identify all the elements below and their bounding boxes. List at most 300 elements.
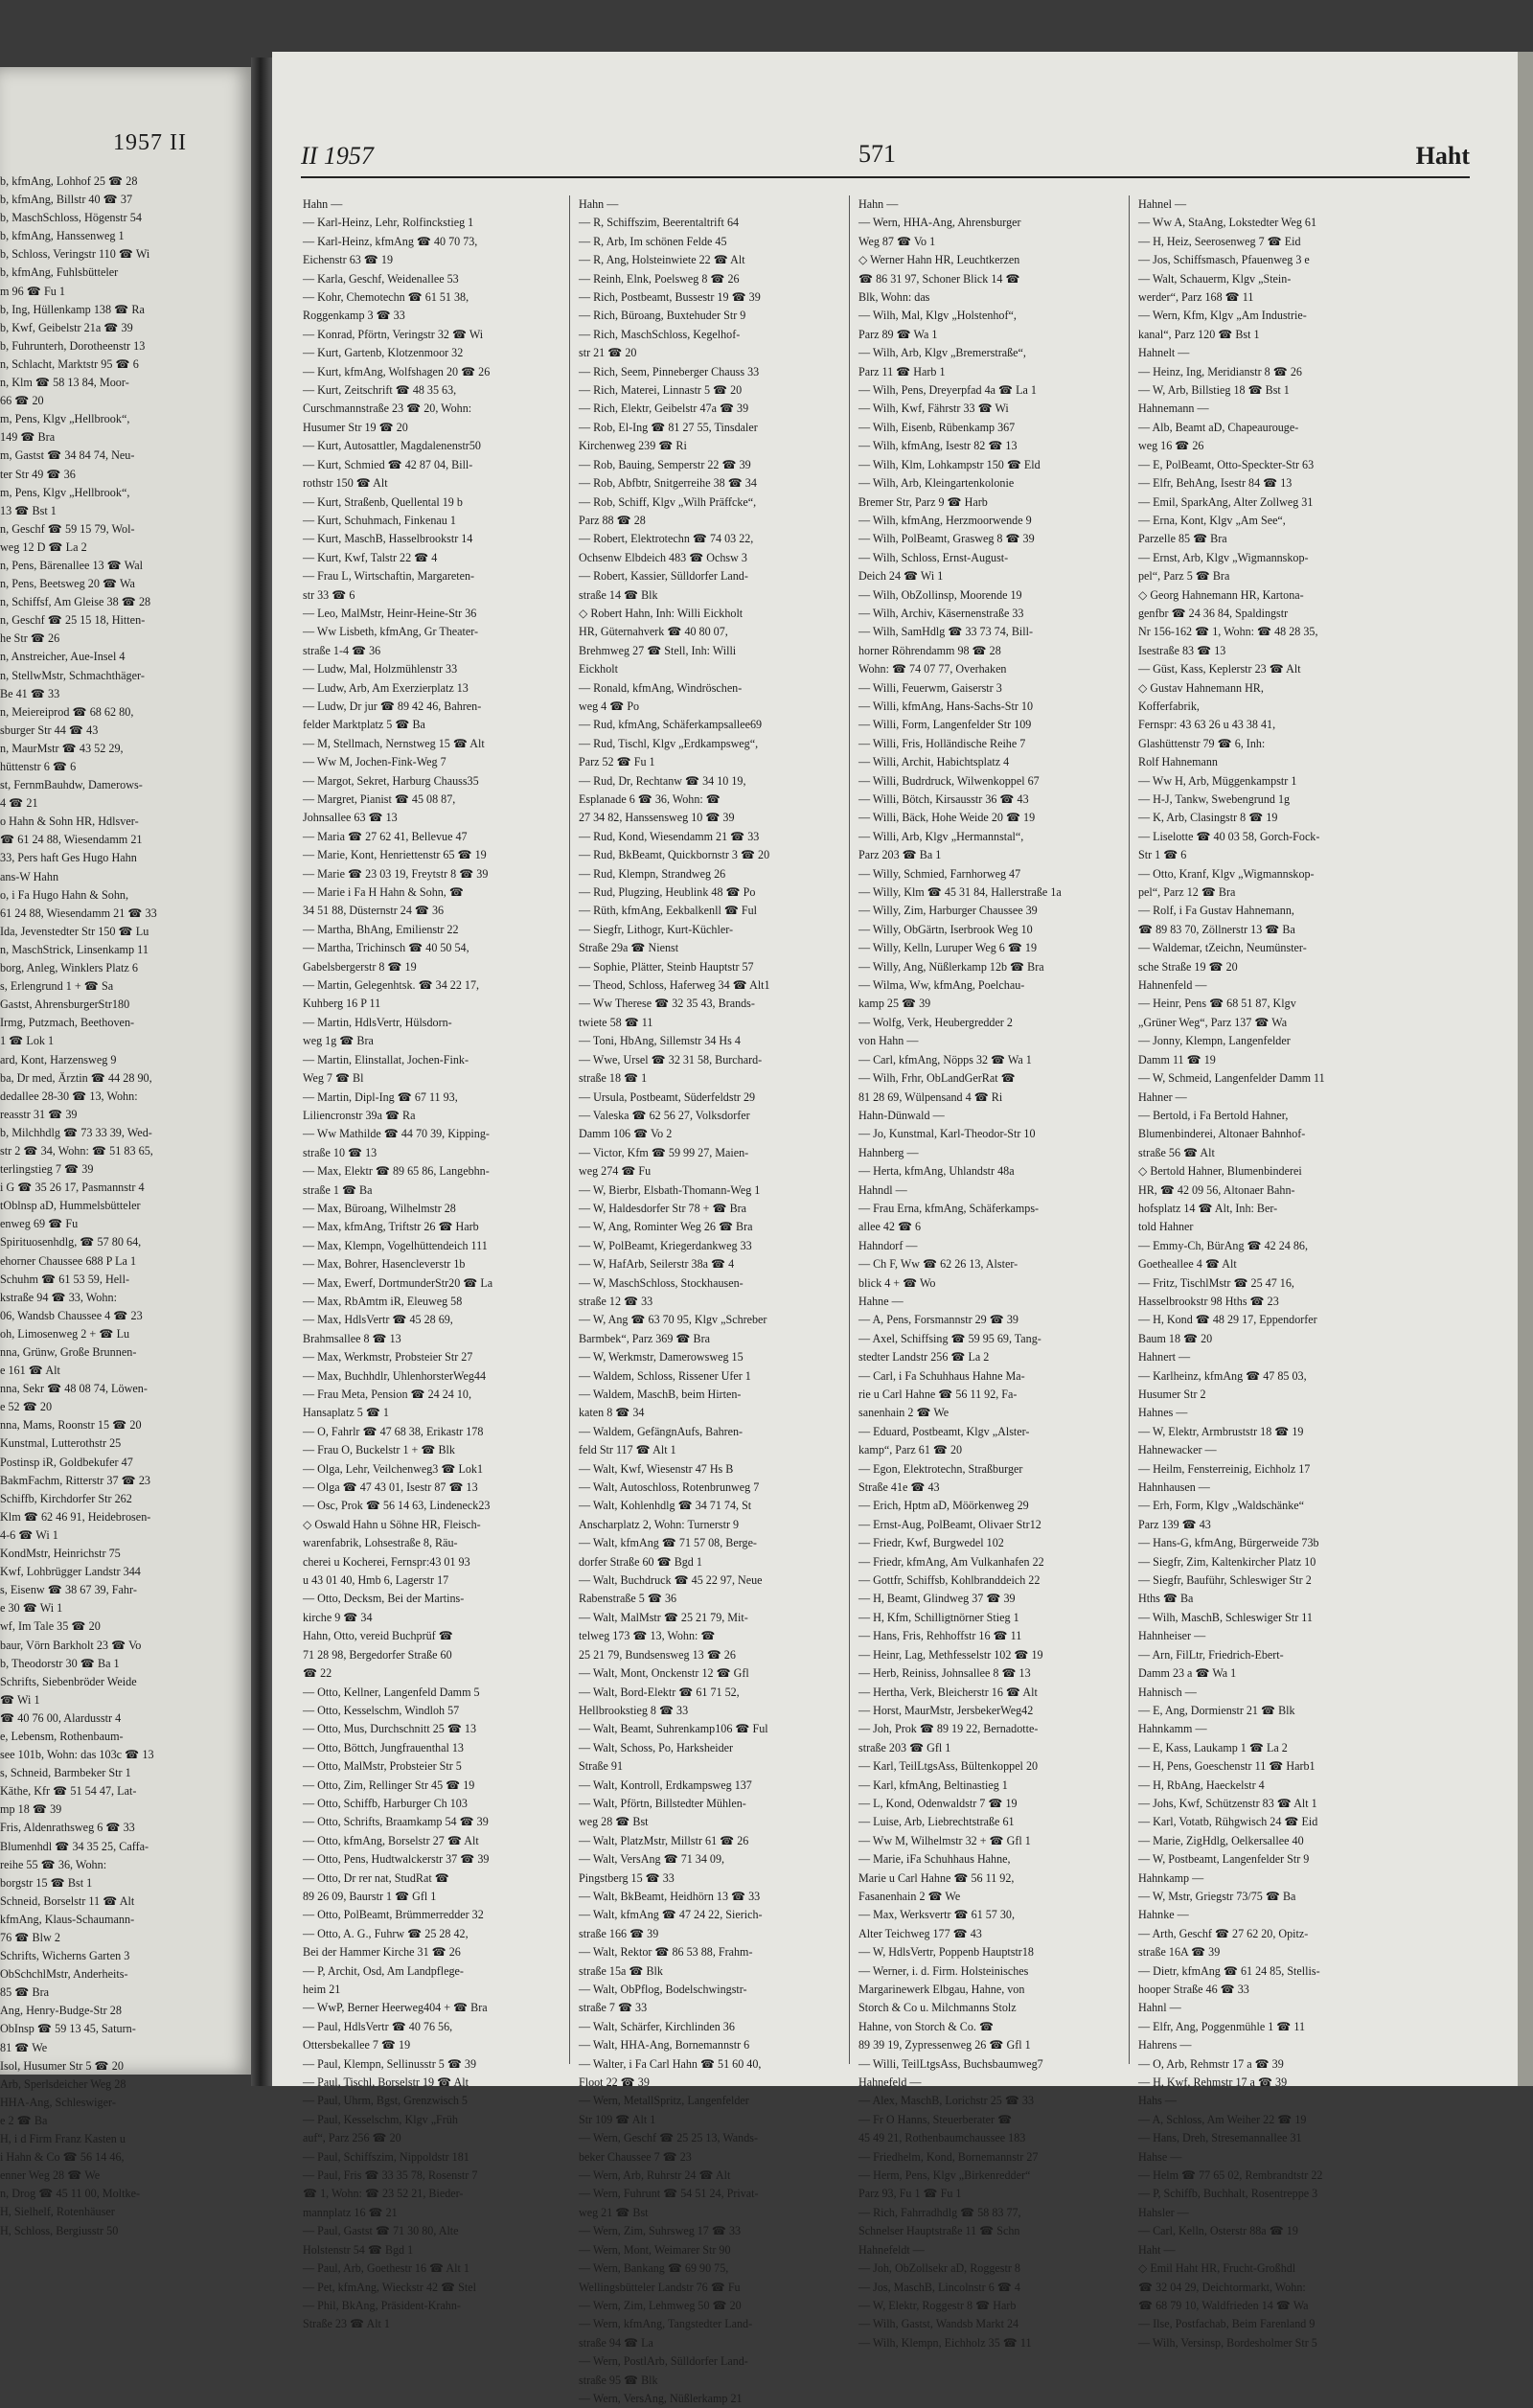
directory-entry-line: pel“, Parz 12 ☎ Bra <box>1138 885 1236 900</box>
directory-entry-line: — Liselotte ☎ 40 03 58, Gorch-Fock- <box>1138 829 1320 843</box>
directory-entry-line: — Luise, Arb, Liebrechtstraße 61 <box>858 1815 1015 1829</box>
directory-entry-line: kirche 9 ☎ 34 <box>303 1610 373 1624</box>
left-page-header: 1957 II <box>113 130 187 155</box>
directory-entry-line: — Wilh, Klm, Lohkampstr 150 ☎ Eld <box>858 457 1041 471</box>
directory-entry-line: — Rich, Fahrradhdlg ☎ 58 83 77, <box>858 2205 1021 2219</box>
directory-entry-line: Hahnelt — <box>1138 346 1190 360</box>
directory-entry-line: — Max, Elektr ☎ 89 65 86, Langebhn- <box>303 1164 490 1179</box>
directory-entry-line: 61 24 88, Wiesendamm 21 ☎ 33 <box>0 906 157 920</box>
directory-entry-line: Haht — <box>1138 2242 1176 2257</box>
directory-entry-line: straße 15a ☎ Blk <box>579 1963 663 1978</box>
directory-entry-line: — Wilh, Versinsp, Bordesholmer Str 5 <box>1138 2335 1317 2350</box>
directory-entry-line: — Phil, BkAng, Präsident-Krahn- <box>303 2298 461 2312</box>
directory-entry-line: Floot 22 ☎ 39 <box>579 2075 650 2090</box>
directory-entry-line: Hahnewacker — <box>1138 1443 1217 1457</box>
directory-entry-line: b, kfmAng, Billstr 40 ☎ 37 <box>0 193 133 207</box>
directory-entry-line: Hahnisch — <box>1138 1685 1197 1699</box>
directory-entry-line: — Kurt, MaschB, Hasselbrookstr 14 <box>303 532 473 546</box>
directory-entry-line: Fris, Aldenrathsweg 6 ☎ 33 <box>0 1821 135 1835</box>
directory-entry-line: — Walt, HHA-Ang, Bornemannstr 6 <box>579 2038 750 2053</box>
directory-entry-line: — Otto, Kesselschm, Windloh 57 <box>303 1703 460 1717</box>
directory-entry-line: — WwP, Berner Heerweg404 + ☎ Bra <box>303 2001 488 2015</box>
directory-entry-line: Hahndorf — <box>858 1238 918 1252</box>
directory-entry-line: — Fr O Hanns, Steuerberater ☎ <box>858 2112 1013 2126</box>
directory-entry-line: — Olga ☎ 47 43 01, Isestr 87 ☎ 13 <box>303 1480 478 1495</box>
directory-entry-line: — Rich, Postbeamt, Bussestr 19 ☎ 39 <box>579 290 761 305</box>
directory-entry-line: — Marie, iFa Schuhhaus Hahne, <box>858 1852 1011 1867</box>
directory-entry-line: — Walt, Rektor ☎ 86 53 88, Frahm- <box>579 1945 753 1960</box>
directory-entry-line: straße 14 ☎ Blk <box>579 587 658 602</box>
directory-entry-line: ehorner Chaussee 688 P La 1 <box>0 1253 137 1268</box>
directory-entry-line: Pingstberg 15 ☎ 33 <box>579 1870 675 1885</box>
directory-entry-line: — Walt, Autoschloss, Rotenbrunweg 7 <box>579 1480 760 1495</box>
directory-entry-line: — Rich, Elektr, Geibelstr 47a ☎ 39 <box>579 401 749 416</box>
directory-entry-line: — Walt, Buchdruck ☎ 45 22 97, Neue <box>579 1573 763 1588</box>
directory-entry-line: — Wilh, SamHdlg ☎ 33 73 74, Bill- <box>858 625 1033 639</box>
directory-entry-line: — O, Fahrlr ☎ 47 68 38, Erikastr 178 <box>303 1424 484 1438</box>
directory-entry-line: str 21 ☎ 20 <box>579 346 637 360</box>
directory-entry-line: 06, Wandsb Chaussee 4 ☎ 23 <box>0 1308 143 1322</box>
directory-entry-line: Storch & Co u. Milchmanns Stolz <box>858 2001 1017 2015</box>
directory-entry-line: — Wern, Fuhrunt ☎ 54 51 24, Privat- <box>579 2187 759 2201</box>
directory-entry-line: Hahse — <box>1138 2149 1182 2164</box>
directory-entry-line: Weg 7 ☎ Bl <box>303 1071 364 1086</box>
directory-entry-line: Weg 87 ☎ Vo 1 <box>858 234 936 248</box>
directory-entry-line: — Karl, TeilLtgsAss, Bültenkoppel 20 <box>858 1759 1039 1774</box>
directory-entry-line: Hahne — <box>858 1294 904 1308</box>
directory-entry-line: sburger Str 44 ☎ 43 <box>0 722 99 737</box>
directory-entry-line: — Herta, kfmAng, Uhlandstr 48a <box>858 1164 1015 1179</box>
directory-entry-line: Hahn, Otto, vereid Buchprüf ☎ <box>303 1629 453 1643</box>
directory-entry-line: — Joh, ObZollsekr aD, Roggestr 8 <box>858 2261 1020 2276</box>
directory-entry-line: — Valeska ☎ 62 56 27, Volksdorfer <box>579 1108 750 1122</box>
directory-entry-line: — Gottfr, Schiffsb, Kohlbranddeich 22 <box>858 1573 1041 1588</box>
directory-entry-line: Ida, Jevenstedter Str 150 ☎ Lu <box>0 924 149 938</box>
directory-entry-line: Hansaplatz 5 ☎ 1 <box>303 1406 389 1420</box>
directory-entry-line: mp 18 ☎ 39 <box>0 1802 62 1817</box>
directory-entry-line: straße 56 ☎ Alt <box>1138 1145 1215 1159</box>
directory-entry-line: ☎ 1, Wohn: ☎ 23 52 21, Bieder- <box>303 2187 464 2201</box>
directory-entry-line: — W, HafArb, Seilerstr 38a ☎ 4 <box>579 1257 735 1272</box>
directory-entry-line: e 52 ☎ 20 <box>0 1400 53 1414</box>
directory-entry-line: — Max, kfmAng, Triftstr 26 ☎ Harb <box>303 1220 479 1234</box>
directory-entry-line: — Wilma, Ww, kfmAng, Poelchau- <box>858 978 1025 993</box>
directory-entry-line: — Pet, kfmAng, Wieckstr 42 ☎ Stel <box>303 2280 476 2294</box>
directory-entry-line: Schuhm ☎ 61 53 59, Hell- <box>0 1272 130 1286</box>
directory-column-4 <box>1138 195 1399 2350</box>
directory-entry-line: Parz 11 ☎ Harb 1 <box>858 364 946 378</box>
directory-entry-line: 149 ☎ Bra <box>0 430 56 445</box>
directory-entry-line: — Karlheinz, kfmAng ☎ 47 85 03, <box>1138 1368 1307 1383</box>
directory-entry-line: — Willy, ObGärtn, Iserbrook Weg 10 <box>858 922 1033 936</box>
left-page <box>0 67 251 2237</box>
directory-entry-line: n, Pens, Bärenallee 13 ☎ Wal <box>0 558 144 572</box>
directory-entry-line: — Robert, Kassier, Sülldorfer Land- <box>579 569 748 584</box>
directory-entry-line: — Erh, Form, Klgv „Waldschänke“ <box>1138 1499 1304 1513</box>
directory-entry-line: — Siegfr, Lithogr, Kurt-Küchler- <box>579 922 734 936</box>
directory-entry-line: straße 94 ☎ La <box>579 2335 653 2350</box>
directory-entry-line: — Margret, Pianist ☎ 45 08 87, <box>303 792 456 806</box>
directory-entry-line: b, kfmAng, Fuhlsbütteler <box>0 265 119 280</box>
directory-entry-line: — Kurt, kfmAng, Wolfshagen 20 ☎ 26 <box>303 364 491 378</box>
directory-entry-line: — Wern, Kfm, Klgv „Am Industrie- <box>1138 309 1307 323</box>
directory-entry-line: Liliencronstr 39a ☎ Ra <box>303 1108 416 1122</box>
directory-entry-line: Parz 88 ☎ 28 <box>579 513 646 527</box>
directory-entry-line: Deich 24 ☎ Wi 1 <box>858 569 944 584</box>
directory-entry-line: b, kfmAng, Hanssenweg 1 <box>0 229 125 243</box>
directory-entry-line: Hahn — <box>579 197 619 211</box>
directory-entry-line: Damm 23 a ☎ Wa 1 <box>1138 1666 1237 1681</box>
directory-entry-line: — Wilh, Gastst, Wandsb Markt 24 <box>858 2317 1019 2331</box>
directory-entry-line: — Karl, Votatb, Rühgwisch 24 ☎ Eid <box>1138 1815 1318 1829</box>
directory-entry-line: b, Kwf, Geibelstr 21a ☎ 39 <box>0 320 133 334</box>
directory-entry-line: — Sophie, Plätter, Steinb Hauptstr 57 <box>579 959 754 974</box>
directory-entry-line: ard, Kont, Harzensweg 9 <box>0 1052 117 1066</box>
directory-entry-line: 66 ☎ 20 <box>0 394 44 408</box>
directory-entry-line: — Paul, Tischl, Borselstr 19 ☎ Alt <box>303 2075 469 2090</box>
directory-entry-line: Hahnhausen — <box>1138 1480 1210 1495</box>
directory-entry-line: — Karla, Geschf, Weidenallee 53 <box>303 271 459 286</box>
directory-entry-line: — Karl, kfmAng, Beltinastieg 1 <box>858 1777 1008 1792</box>
directory-entry-line: — Axel, Schiffsing ☎ 59 95 69, Tang- <box>858 1331 1041 1345</box>
directory-entry-line: — Ww Therese ☎ 32 35 43, Brands- <box>579 997 755 1011</box>
directory-entry-line: Hahs — <box>1138 2094 1177 2108</box>
directory-entry-line: — Osc, Prok ☎ 56 14 63, Lindeneck23 <box>303 1499 491 1513</box>
directory-entry-line: Schnelser Hauptstraße 11 ☎ Schn <box>858 2224 1020 2238</box>
directory-entry-line: beker Chaussee 7 ☎ 23 <box>579 2149 692 2164</box>
directory-entry-line: Baum 18 ☎ 20 <box>1138 1331 1213 1345</box>
directory-entry-line: — Heinr, Lag, Methfesselstr 102 ☎ 19 <box>858 1647 1043 1662</box>
directory-entry-line: Str 109 ☎ Alt 1 <box>579 2112 656 2126</box>
directory-entry-line: — Hans, Fris, Rehhoffstr 16 ☎ 11 <box>858 1629 1022 1643</box>
directory-entry-line: 4-6 ☎ Wi 1 <box>0 1527 58 1542</box>
directory-entry-line: tOblnsp aD, Hummelsbütteler <box>0 1199 141 1213</box>
directory-entry-line: H, Sielhelf, Rotenhäuser <box>0 2205 115 2219</box>
right-page <box>272 52 1533 2405</box>
directory-entry-line: — Marie ☎ 23 03 19, Freytstr 8 ☎ 39 <box>303 866 489 881</box>
directory-entry-line: Glashüttenstr 79 ☎ 6, Inh: <box>1138 736 1266 750</box>
directory-entry-line: — W, Ang ☎ 63 70 95, Klgv „Schreber <box>579 1313 767 1327</box>
directory-entry-line: — Frau O, Buckelstr 1 + ☎ Blk <box>303 1443 455 1457</box>
directory-entry-line: weg 274 ☎ Fu <box>579 1164 652 1179</box>
directory-entry-line: Straße 41e ☎ 43 <box>858 1480 940 1495</box>
directory-entry-line: — Walt, kfmAng ☎ 71 57 08, Berge- <box>579 1536 757 1550</box>
directory-entry-line: Ochsenw Elbdeich 483 ☎ Ochsw 3 <box>579 550 747 564</box>
directory-entry-line: — Werner, i. d. Firm. Holsteinisches <box>858 1963 1029 1978</box>
directory-entry-line: — Ww M, Jochen-Fink-Weg 7 <box>303 755 446 769</box>
directory-entry-line: — Willi, Arb, Klgv „Hermannstal“, <box>858 829 1024 843</box>
directory-entry-line: m, Gastst ☎ 34 84 74, Neu- <box>0 448 135 463</box>
directory-entry-line: — W, MaschSchloss, Stockhausen- <box>579 1275 744 1290</box>
directory-entry-line: Nr 156-162 ☎ 1, Wohn: ☎ 48 28 35, <box>1138 625 1318 639</box>
directory-entry-line: Hahne, von Storch & Co. ☎ <box>858 2019 995 2033</box>
directory-entry-line: weg 21 ☎ Bst <box>579 2205 649 2219</box>
directory-entry-line: Roggenkamp 3 ☎ 33 <box>303 309 405 323</box>
directory-entry-line: n, Klm ☎ 58 13 84, Moor- <box>0 376 129 390</box>
directory-entry-line: — H, Pens, Goeschenstr 11 ☎ Harb1 <box>1138 1759 1316 1774</box>
directory-entry-line: — Otto, PolBeamt, Brümmerredder 32 <box>303 1908 484 1922</box>
directory-entry-line: H, Schloss, Bergiusstr 50 <box>0 2223 119 2237</box>
directory-entry-line: — Friedhelm, Kond, Bornemannstr 27 <box>858 2149 1039 2164</box>
directory-entry-line: — Wilh, Mal, Klgv „Holstenhof“, <box>858 309 1017 323</box>
directory-entry-line: Str 1 ☎ 6 <box>1138 848 1187 862</box>
directory-entry-line: — Bertold, i Fa Bertold Hahner, <box>1138 1108 1289 1122</box>
directory-entry-line: „Grüner Weg“, Parz 137 ☎ Wa <box>1138 1015 1288 1029</box>
directory-entry-line: straße 1 ☎ Ba <box>303 1182 373 1197</box>
directory-entry-line: ☎ 32 04 29, Deichtormarkt, Wohn: <box>1138 2280 1306 2294</box>
directory-entry-line: — Otto, Kranf, Klgv „Wigmannskop- <box>1138 866 1315 881</box>
directory-entry-line: — Wolfg, Verk, Heubergredder 2 <box>858 1015 1013 1029</box>
directory-entry-line: — R, Arb, Im schönen Felde 45 <box>579 234 727 248</box>
directory-entry-line: — Fritz, TischlMstr ☎ 25 47 16, <box>1138 1275 1294 1290</box>
directory-entry-line: u 43 01 40, Hmb 6, Lagerstr 17 <box>303 1573 449 1588</box>
directory-entry-line: Kwf, Lohbrügger Landstr 344 <box>0 1565 141 1579</box>
directory-entry-line: — Max, Klempn, Vogelhüttendeich 111 <box>303 1238 488 1252</box>
directory-entry-line: — Max, Ewerf, DortmunderStr20 ☎ La <box>303 1275 493 1290</box>
directory-entry-line: Hahnkamm — <box>1138 1722 1207 1736</box>
directory-entry-line: Brahmsallee 8 ☎ 13 <box>303 1331 401 1345</box>
directory-entry-line: — Willi, Archit, Habichtsplatz 4 <box>858 755 1010 769</box>
directory-entry-line: Damm 106 ☎ Vo 2 <box>579 1127 673 1141</box>
directory-entry-line: 76 ☎ Blw 2 <box>0 1931 60 1944</box>
directory-entry-line: — Otto, MalMstr, Probsteier Str 5 <box>303 1759 462 1774</box>
directory-entry-line: 27 34 82, Hanssensweg 10 ☎ 39 <box>579 811 735 825</box>
directory-entry-line: — Walt, VersAng ☎ 71 34 09, <box>579 1852 725 1867</box>
directory-entry-line: i G ☎ 35 26 17, Pasmannstr 4 <box>0 1181 145 1195</box>
directory-entry-line: 33, Pers haft Ges Hugo Hahn <box>0 851 137 865</box>
directory-entry-line: Hahrens — <box>1138 2038 1192 2053</box>
directory-entry-line: Irmg, Putzmach, Beethoven- <box>0 1016 135 1030</box>
directory-entry-line: — Willi, Fris, Holländische Reihe 7 <box>858 736 1026 750</box>
directory-entry-line: — Paul, Klempn, Sellinusstr 5 ☎ 39 <box>303 2056 477 2071</box>
directory-entry-line: straße 18 ☎ 1 <box>579 1071 648 1086</box>
column-divider <box>849 195 850 2064</box>
directory-entry-line: — Friedr, Kwf, Burgwedel 102 <box>858 1536 1004 1550</box>
directory-entry-line: — Jos, Schiffsmasch, Pfauenweg 3 e <box>1138 253 1310 267</box>
directory-entry-line: — Willi, Bötch, Kirsausstr 36 ☎ 43 <box>858 792 1029 806</box>
directory-entry-line: Straße 29a ☎ Nienst <box>579 941 679 955</box>
directory-entry-line: — Wilh, Klempn, Eichholz 35 ☎ 11 <box>858 2335 1032 2350</box>
directory-entry-line: 25 21 79, Bundsensweg 13 ☎ 26 <box>579 1647 736 1662</box>
directory-entry-line: enner Weg 28 ☎ We <box>0 2168 101 2183</box>
directory-entry-line: Bei der Hammer Kirche 31 ☎ 26 <box>303 1945 461 1960</box>
directory-entry-line: — Martin, Elinstallat, Jochen-Fink- <box>303 1052 469 1066</box>
directory-entry-line: Parz 89 ☎ Wa 1 <box>858 327 938 341</box>
directory-entry-line: — Jonny, Klempn, Langenfelder <box>1138 1034 1291 1048</box>
directory-entry-line: str 33 ☎ 6 <box>303 587 355 602</box>
directory-entry-line: — Waldem, Schloss, Rissener Ufer 1 <box>579 1368 751 1383</box>
directory-entry-line: Schrifts, Siebenbröder Weide <box>0 1674 137 1688</box>
directory-entry-line: m, Pens, Klgv „Hellbrook“, <box>0 485 130 499</box>
directory-entry-line: — H, Beamt, Glindweg 37 ☎ 39 <box>858 1592 1016 1606</box>
directory-entry-line: Bremer Str, Parz 9 ☎ Harb <box>858 494 988 509</box>
directory-entry-line: — Otto, kfmAng, Borselstr 27 ☎ Alt <box>303 1833 479 1847</box>
directory-entry-line: — Waldem, MaschB, beim Hirten- <box>579 1387 742 1401</box>
directory-entry-line: — Ww H, Arb, Müggenkampstr 1 <box>1138 773 1297 788</box>
directory-entry-line: Esplanade 6 ☎ 36, Wohn: ☎ <box>579 792 721 806</box>
directory-entry-line: — Kurt, Straßenb, Quellental 19 b <box>303 494 463 509</box>
directory-entry-line: Hahn-Dünwald — <box>858 1108 945 1122</box>
directory-entry-line: — Helm ☎ 77 65 02, Rembrandtstr 22 <box>1138 2168 1323 2183</box>
directory-entry-line: — P, Archit, Osd, Am Landpflege- <box>303 1963 464 1978</box>
directory-entry-line: — Dietr, kfmAng ☎ 61 24 85, Stellis- <box>1138 1963 1320 1978</box>
directory-entry-line: ☎ 40 76 00, Alardusstr 4 <box>0 1710 122 1725</box>
directory-entry-line: Eichenstr 63 ☎ 19 <box>303 253 393 267</box>
directory-entry-line: — Kurt, Schuhmach, Finkenau 1 <box>303 513 456 527</box>
directory-entry-line: terlingstieg 7 ☎ 39 <box>0 1162 94 1177</box>
directory-entry-line: m 96 ☎ Fu 1 <box>0 284 66 298</box>
directory-entry-line: — Willi, kfmAng, Hans-Sachs-Str 10 <box>858 699 1034 713</box>
directory-entry-line: — Ronald, kfmAng, Windröschen- <box>579 680 743 695</box>
directory-entry-line: ☎ 61 24 88, Wiesendamm 21 <box>0 833 143 847</box>
directory-entry-line: — Walt, MalMstr ☎ 25 21 79, Mit- <box>579 1610 748 1624</box>
directory-entry-line: b, Fuhrunterh, Dorotheenstr 13 <box>0 338 146 353</box>
directory-entry-line: ◇ Robert Hahn, Inh: Willi Eickholt <box>579 606 744 620</box>
directory-entry-line: n, MaurMstr ☎ 43 52 29, <box>0 741 124 755</box>
directory-entry-line: — Rud, Plugzing, Heublink 48 ☎ Po <box>579 885 756 900</box>
directory-entry-line: — Rüth, kfmAng, Eekbalkenll ☎ Ful <box>579 904 758 918</box>
directory-entry-line: — Martin, Dipl-Ing ☎ 67 11 93, <box>303 1089 458 1104</box>
directory-entry-line: — Rich, MaschSchloss, Kegelhof- <box>579 327 741 341</box>
directory-entry-line: H, i d Firm Franz Kasten u <box>0 2132 126 2146</box>
directory-entry-line: Hahnefeld — <box>858 2075 922 2090</box>
directory-entry-line: hooper Straße 46 ☎ 33 <box>1138 1983 1249 1996</box>
directory-entry-line: Gabelsbergerstr 8 ☎ 19 <box>303 959 417 974</box>
directory-entry-line: — Robert, Elektrotechn ☎ 74 03 22, <box>579 532 754 546</box>
directory-entry-line: ter Str 49 ☎ 36 <box>0 467 76 481</box>
directory-entry-line: — Rob, Schiff, Klgv „Wilh Präffcke“, <box>579 494 757 509</box>
directory-entry-line: von Hahn — <box>858 1034 919 1048</box>
directory-entry-line: blick 4 + ☎ Wo <box>858 1275 936 1290</box>
directory-entry-line: Damm 11 ☎ 19 <box>1138 1052 1216 1066</box>
directory-entry-line: — Hertha, Verk, Bleicherstr 16 ☎ Alt <box>858 1685 1038 1699</box>
directory-entry-line: — Egon, Elektrotechn, Straßburger <box>858 1461 1023 1476</box>
directory-entry-line: rie u Carl Hahne ☎ 56 11 92, Fa- <box>858 1387 1018 1401</box>
directory-entry-line: — Otto, Decksm, Bei der Martins- <box>303 1592 465 1606</box>
directory-entry-line: 45 49 21, Rothenbaumchaussee 183 <box>858 2131 1026 2145</box>
directory-entry-line: borg, Anleg, Winklers Platz 6 <box>0 961 138 975</box>
directory-entry-line: — Reinh, Elnk, Poelsweg 8 ☎ 26 <box>579 271 740 286</box>
directory-entry-line: — Willi, Feuerwm, Gaiserstr 3 <box>858 680 1002 695</box>
directory-entry-line: — Horst, MaurMstr, JersbekerWeg42 <box>858 1703 1034 1717</box>
directory-entry-line: — Wern, MetallSpritz, Langenfelder <box>579 2094 749 2108</box>
directory-entry-line: Straße 91 <box>579 1759 624 1774</box>
page-edge <box>1518 52 1533 2086</box>
directory-entry-line: n, MaschStrick, Linsenkamp 11 <box>0 942 149 956</box>
header-name-range: Haht <box>1415 142 1470 170</box>
directory-entry-line: — Rud, Tischl, Klgv „Erdkampsweg“, <box>579 736 759 750</box>
directory-entry-line: Fernspr: 43 63 26 u 43 38 41, <box>1138 718 1276 732</box>
directory-entry-line: — Walt, Bord-Elektr ☎ 61 71 52, <box>579 1685 740 1699</box>
directory-entry-line: — W, Ang, Rominter Weg 26 ☎ Bra <box>579 1220 753 1234</box>
directory-entry-line: — Rolf, i Fa Gustav Hahnemann, <box>1138 904 1294 918</box>
directory-entry-line: — Eduard, Postbeamt, Klgv „Alster- <box>858 1424 1030 1438</box>
directory-entry-line: — Ch F, Ww ☎ 62 26 13, Alster- <box>858 1257 1018 1272</box>
directory-entry-line: Straße 23 ☎ Alt 1 <box>303 2317 390 2331</box>
directory-entry-line: straße 7 ☎ 33 <box>579 2001 648 2015</box>
directory-entry-line: — H, Kwf, Rehmstr 17 a ☎ 39 <box>1138 2075 1288 2090</box>
directory-entry-line: — Wern, Bankang ☎ 69 90 75, <box>579 2261 729 2276</box>
directory-entry-line: HR, Güternahverk ☎ 40 80 07, <box>579 625 728 639</box>
directory-entry-line: — Hans, Dreh, Stresemannallee 31 <box>1138 2131 1302 2145</box>
directory-entry-line: Kofferfabrik, <box>1138 699 1200 713</box>
directory-entry-line: nna, Sekr ☎ 48 08 74, Löwen- <box>0 1382 148 1396</box>
directory-entry-line: — W, Bierbr, Elsbath-Thomann-Weg 1 <box>579 1182 761 1197</box>
directory-entry-line: Wellingsbütteler Landstr 76 ☎ Fu <box>579 2280 741 2294</box>
directory-entry-line: — H, Kond ☎ 48 29 17, Eppendorfer <box>1138 1313 1317 1327</box>
directory-entry-line: — Karl-Heinz, kfmAng ☎ 40 70 73, <box>303 234 478 248</box>
directory-entry-line: Goetheallee 4 ☎ Alt <box>1138 1257 1237 1272</box>
directory-entry-line: — W, Postbeamt, Langenfelder Str 9 <box>1138 1852 1310 1867</box>
directory-entry-line: — Max, HdlsVertr ☎ 45 28 69, <box>303 1313 453 1327</box>
directory-entry-line: Rabenstraße 5 ☎ 36 <box>579 1592 677 1606</box>
directory-entry-line: — Güst, Kass, Keplerstr 23 ☎ Alt <box>1138 662 1301 677</box>
directory-entry-line: — Waldem, GefängnAufs, Bahren- <box>579 1424 744 1438</box>
directory-entry-line: — Wern, HHA-Ang, Ahrensburger <box>858 216 1021 230</box>
directory-entry-line: — L, Kond, Odenwaldstr 7 ☎ 19 <box>858 1796 1018 1810</box>
directory-entry-line: BakmFachm, Ritterstr 37 ☎ 23 <box>0 1473 151 1487</box>
directory-entry-line: — Ww Mathilde ☎ 44 70 39, Kipping- <box>303 1127 490 1141</box>
directory-entry-line: sanenhain 2 ☎ We <box>858 1406 950 1420</box>
directory-entry-line: b, Ing, Hüllenkamp 138 ☎ Ra <box>0 302 145 316</box>
directory-entry-line: — Kohr, Chemotechn ☎ 61 51 38, <box>303 290 469 305</box>
directory-entry-line: — Wern, kfmAng, Tangstedter Land- <box>579 2317 753 2331</box>
directory-entry-line: — Otto, Pens, Hudtwalckerstr 37 ☎ 39 <box>303 1852 490 1867</box>
directory-entry-line: — Rud, Dr, Rechtanw ☎ 34 10 19, <box>579 773 746 788</box>
directory-entry-line: ◇ Bertold Hahner, Blumenbinderei <box>1138 1164 1302 1179</box>
directory-entry-line: — Max, Werksvertr ☎ 61 57 30, <box>858 1908 1015 1922</box>
directory-entry-line: — E, PolBeamt, Otto-Speckter-Str 63 <box>1138 457 1315 471</box>
directory-entry-line: straße 166 ☎ 39 <box>579 1926 659 1940</box>
directory-entry-line: — Willy, Schmied, Farnhorweg 47 <box>858 866 1021 881</box>
directory-entry-line: — Wern, Geschf ☎ 25 25 13, Wands- <box>579 2131 758 2145</box>
directory-entry-line: — Heinz, Ing, Meridianstr 8 ☎ 26 <box>1138 364 1302 378</box>
directory-entry-line: straße 203 ☎ Gfl 1 <box>858 1740 951 1754</box>
directory-entry-line: Hahnheiser — <box>1138 1629 1206 1643</box>
directory-entry-line: — Rud, Klempn, Strandweg 26 <box>579 866 726 881</box>
directory-entry-line: Hahnberg — <box>858 1145 919 1159</box>
directory-entry-line: Parz 93, Fu 1 ☎ Fu 1 <box>858 2187 962 2201</box>
directory-entry-line: ObSchchlMstr, Anderheits- <box>0 1967 128 1982</box>
directory-entry-line: Curschmannstraße 23 ☎ 20, Wohn: <box>303 401 472 416</box>
directory-entry-line: auf“, Parz 256 ☎ 20 <box>303 2131 401 2145</box>
directory-entry-line: ans-W Hahn <box>0 869 59 883</box>
directory-entry-line: Schiffb, Kirchdorfer Str 262 <box>0 1491 132 1505</box>
directory-entry-line: ☎ 68 79 10, Waldfrieden 14 ☎ Wa <box>1138 2298 1309 2312</box>
directory-entry-line: — Maria ☎ 27 62 41, Bellevue 47 <box>303 829 468 843</box>
directory-entry-line: — Wilh, Kwf, Fährstr 33 ☎ Wi <box>858 401 1009 416</box>
directory-entry-line: — Otto, Dr rer nat, StudRat ☎ <box>303 1870 449 1885</box>
directory-entry-line: warenfabrik, Lohsestraße 8, Räu- <box>303 1536 458 1550</box>
directory-entry-line: ba, Dr med, Ärztin ☎ 44 28 90, <box>0 1070 152 1085</box>
directory-entry-line: Kunstmal, Lutterothstr 25 <box>0 1436 122 1451</box>
directory-column-2 <box>579 195 839 2405</box>
directory-entry-line: — Otto, Schrifts, Braamkamp 54 ☎ 39 <box>303 1815 489 1829</box>
directory-entry-line: — Martha, BhAng, Emilienstr 22 <box>303 922 459 936</box>
directory-entry-line: b, Schloss, Veringstr 110 ☎ Wi <box>0 247 150 262</box>
directory-column-1 <box>303 195 563 2331</box>
directory-entry-line: Hahndl — <box>858 1182 907 1197</box>
directory-entry-line: twiete 58 ☎ 11 <box>579 1015 653 1029</box>
directory-entry-line: nna, Grünw, Große Brunnen- <box>0 1345 137 1359</box>
directory-entry-line: Spirituosenhdlg, ☎ 57 80 64, <box>0 1235 142 1250</box>
directory-entry-line: — Jos, MaschB, Lincolnstr 6 ☎ 4 <box>858 2280 1020 2294</box>
directory-entry-line: Eickholt <box>579 662 618 677</box>
directory-entry-line: o, i Fa Hugo Hahn & Sohn, <box>0 887 129 902</box>
directory-entry-line: — Paul, Gastst ☎ 71 30 80, Alte <box>303 2224 459 2238</box>
directory-entry-line: — Paul, Uhrm, Bgst, Grenzwisch 5 <box>303 2094 468 2108</box>
directory-entry-line: Hahnke — <box>1138 1908 1189 1922</box>
